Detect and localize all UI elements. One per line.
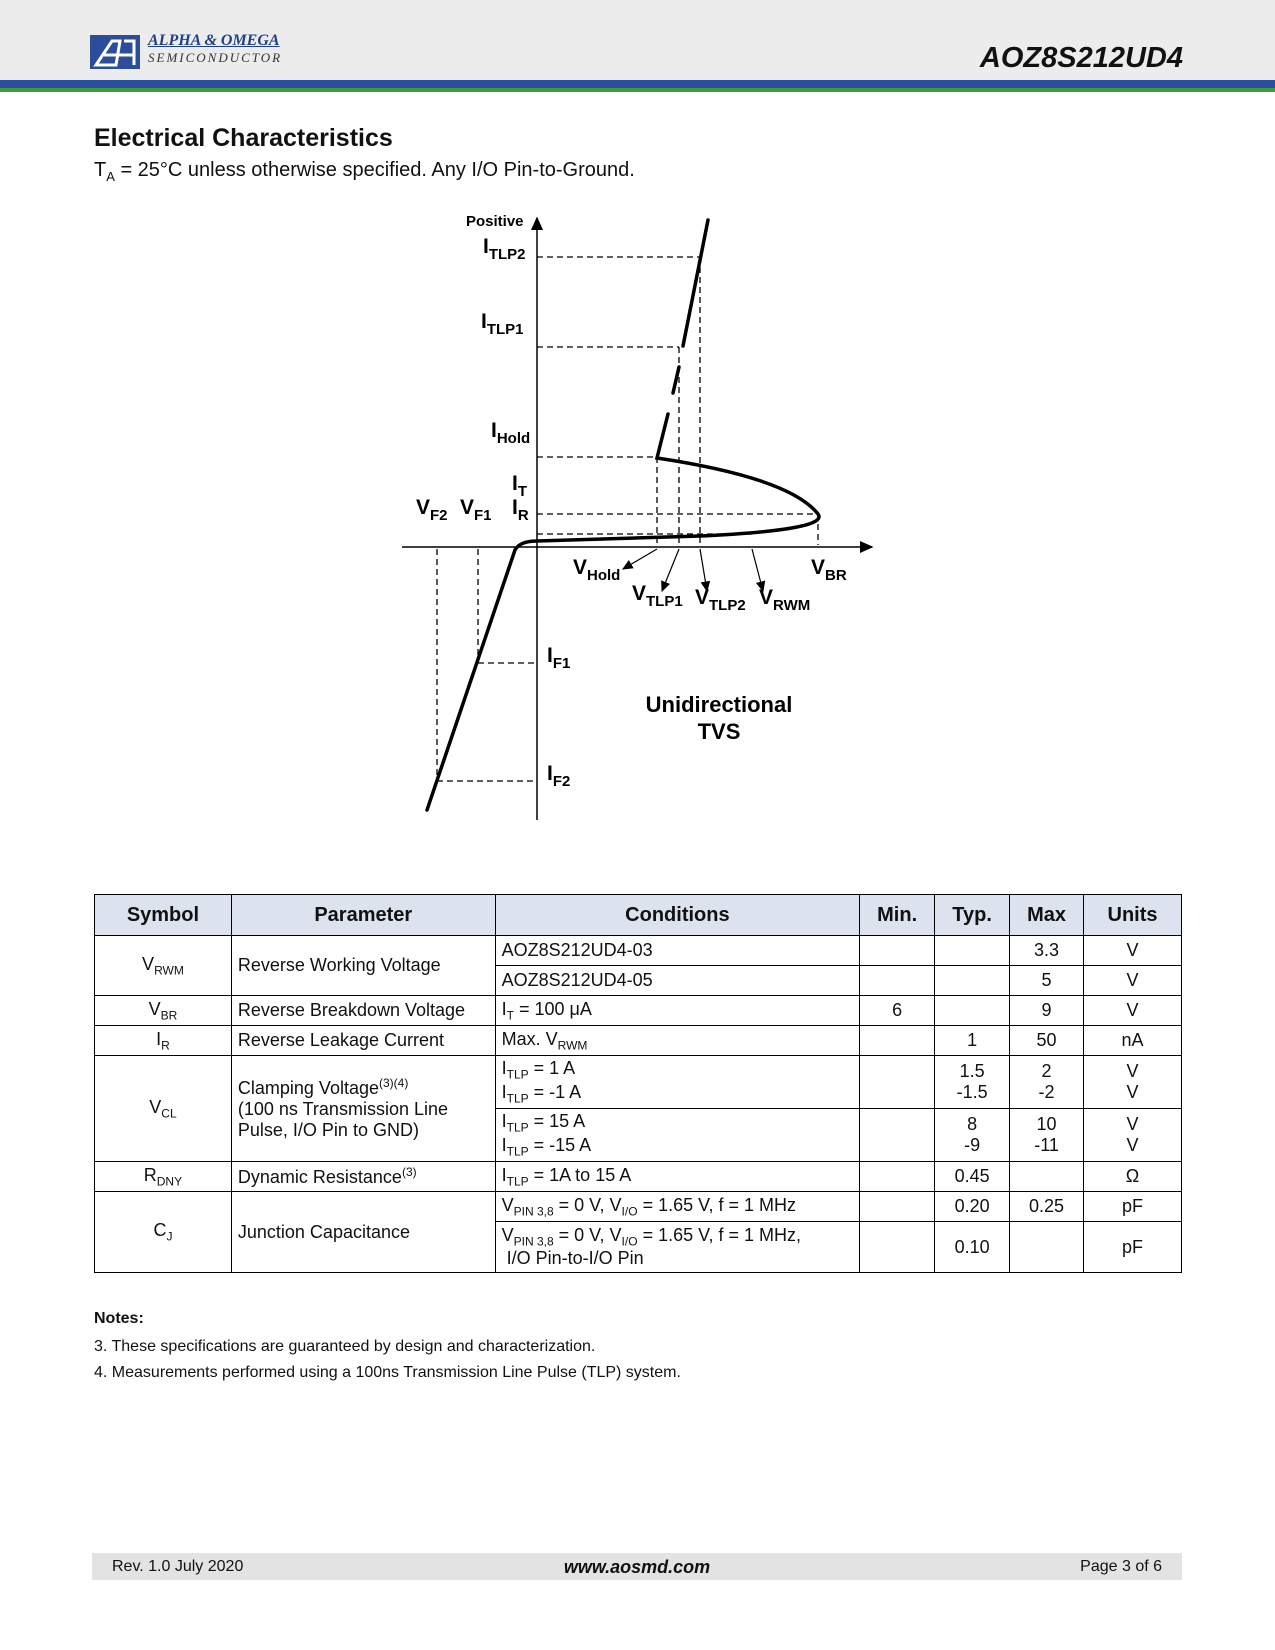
vhold-label: $V_{Hold}$ [573,556,621,584]
ir-label: $I_R$ [512,496,529,524]
param-rdny: Dynamic Resistance$^{(3)}$ [231,1162,495,1192]
unit-vrwm-05: V [1084,966,1182,996]
itlp1-label: $I_{TLP1}$ [481,310,524,338]
param-vrwm: Reverse Working Voltage [231,936,495,996]
symbol-vrwm: $V_{RWM}$ [95,936,232,996]
max-vcl-15a: 10 -11 [1010,1109,1084,1162]
unit-cj-2: pF [1084,1222,1182,1273]
note-4: 4. Measurements performed using a 100ns Transmission Line Pulse (TLP) system. [94,1364,681,1381]
vbr-label: $V_{BR}$ [811,556,847,584]
header-conditions: Conditions [495,895,860,936]
cond-ir: Max. $V_{RWM}$ [495,1026,860,1056]
unit-vbr: V [1084,996,1182,1026]
header-min: Min. [860,895,935,936]
tvs-iv-curve-diagram [0,200,1275,840]
page-number: Page 3 of 6 [1080,1558,1162,1575]
symbol-ir: $I_R$ [95,1026,232,1056]
section-title: Electrical Characteristics [94,124,393,152]
header-symbol: Symbol [95,895,232,936]
typ-rdny: 0.45 [935,1162,1010,1192]
unit-ir: nA [1084,1026,1182,1056]
cond-cj-2: $V_{PIN 3,8} = 0$ V, $V_{I/O} = 1.65$ V, f = 1 MHz, I/O Pin-to-I/O Pin [495,1222,860,1273]
positive-label: Positive [466,213,524,230]
table-row [95,996,1182,1026]
brand-subtitle: SEMICONDUCTOR [148,50,283,65]
caption-line1: Unidirectional [645,692,793,717]
max-ir: 50 [1010,1026,1084,1056]
table-row [95,1192,1182,1222]
max-vbr: 9 [1010,996,1084,1026]
vtlp2-label: $V_{TLP2}$ [695,586,746,614]
unit-vcl-15a: V V [1084,1109,1182,1162]
vrwm-label: $V_{RWM}$ [759,586,811,614]
vtlp1-label: $V_{TLP1}$ [632,582,683,610]
header-band-green [0,88,1275,92]
symbol-vbr: $V_{BR}$ [95,996,232,1026]
if2-label: $I_{F2}$ [547,762,571,790]
param-vbr: Reverse Breakdown Voltage [231,996,495,1026]
header-parameter: Parameter [231,895,495,936]
header-max: Max [1010,895,1084,936]
typ-vcl-1a: 1.5 -1.5 [935,1056,1010,1109]
header-units: Units [1084,895,1182,936]
unit-cj-1: pF [1084,1192,1182,1222]
max-vcl-1a: 2 -2 [1010,1056,1084,1109]
page-footer [92,1553,1182,1580]
symbol-vcl: $V_{CL}$ [95,1056,232,1162]
brand-name: ALPHA & OMEGA [148,32,280,49]
cond-vbr: $I_T = 100$ μA [495,996,860,1026]
it-label: $I_T$ [512,472,528,500]
min-vbr: 6 [860,996,935,1026]
header-band-blue [0,80,1275,88]
header-typ: Typ. [935,895,1010,936]
typ-vcl-15a: 8 -9 [935,1109,1010,1162]
electrical-characteristics-table [94,894,1182,1273]
website-link[interactable]: www.aosmd.com [563,1557,711,1577]
table-row [95,936,1182,966]
part-number: AOZ8S212UD4 [979,42,1183,74]
section-conditions: $T_A = 25^\circ C$ unless otherwise specified. Any I/O Pin-to-Ground. [94,159,635,184]
itlp2-label: $I_{TLP2}$ [483,235,526,263]
symbol-rdny: $R_{DNY}$ [95,1162,232,1192]
typ-cj-2: 0.10 [935,1222,1010,1273]
table-header-row [95,895,1182,936]
company-logo-icon [90,35,140,69]
revision-text: Rev. 1.0 July 2020 [112,1558,244,1575]
cond-vrwm-05: AOZ8S212UD4-05 [495,966,860,996]
param-cj: Junction Capacitance [231,1192,495,1273]
table-row [95,1056,1182,1109]
table-row [95,1162,1182,1192]
cond-rdny: $I_{TLP} = 1A$ to 15 A [495,1162,860,1192]
max-cj-1: 0.25 [1010,1192,1084,1222]
vf2-label: $V_{F2}$ [416,496,448,524]
cond-vcl-15a: $I_{TLP} = 15$ A $I_{TLP} = -15$ A [495,1109,860,1162]
param-ir: Reverse Leakage Current [231,1026,495,1056]
unit-vcl-1a: V V [1084,1056,1182,1109]
typ-cj-1: 0.20 [935,1192,1010,1222]
table-row [95,1026,1182,1056]
unit-rdny: Ω [1084,1162,1182,1192]
note-3: 3. These specifications are guaranteed by design and characterization. [94,1338,596,1355]
cond-vcl-1a: $I_{TLP} = 1$ A $I_{TLP} = -1$ A [495,1056,860,1109]
symbol-cj: $C_J$ [95,1192,232,1273]
max-vrwm-05: 5 [1010,966,1084,996]
page-header [0,0,1275,80]
unit-vrwm-03: V [1084,936,1182,966]
ihold-label: $I_{Hold}$ [491,419,531,447]
if1-label: $I_{F1}$ [547,644,571,672]
cond-cj-1: $V_{PIN 3,8} = 0$ V, $V_{I/O} = 1.65$ V, f = 1 MHz [495,1192,860,1222]
caption-line2: TVS [697,719,741,744]
vf1-label: $V_{F1}$ [460,496,492,524]
notes-heading: Notes: [94,1310,144,1327]
param-vcl: Clamping Voltage$^{(3)(4)}$ (100 ns Transmission Line Pulse, I/O Pin to GND) [231,1056,495,1162]
notes-section [94,1310,681,1390]
typ-ir: 1 [935,1026,1010,1056]
cond-vrwm-03: AOZ8S212UD4-03 [495,936,860,966]
max-vrwm-03: 3.3 [1010,936,1084,966]
